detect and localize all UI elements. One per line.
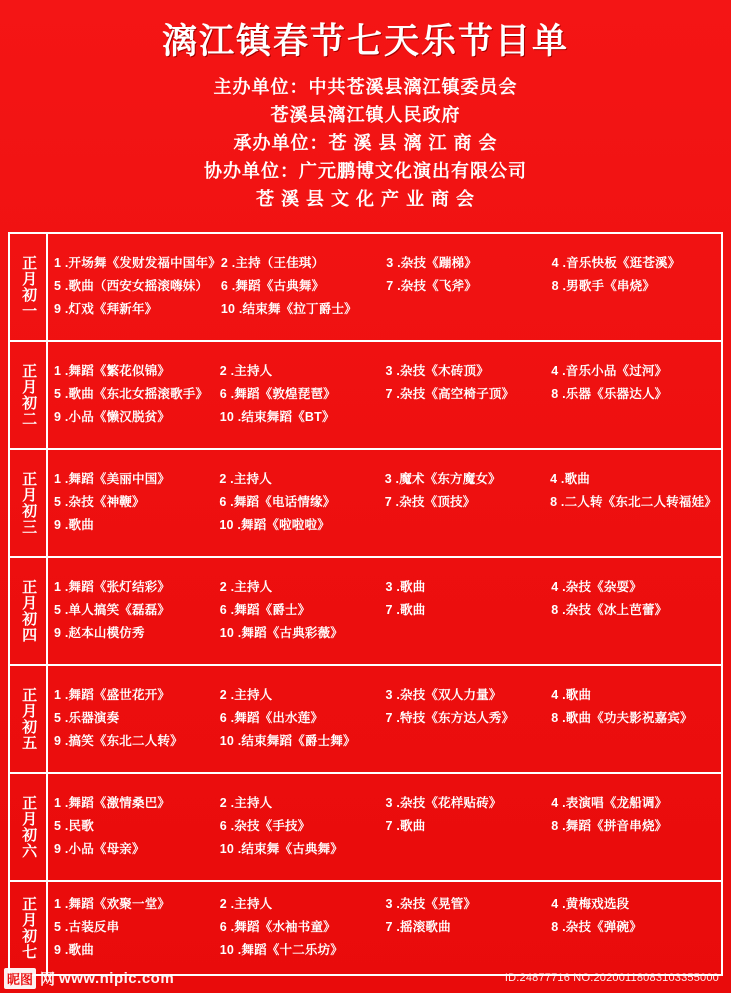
list-item: 8 .二人转《东北二人转福娃》 xyxy=(550,495,717,510)
list-item: 8 .杂技《弹碗》 xyxy=(551,920,642,935)
list-item: 4 .杂技《杂耍》 xyxy=(551,580,642,595)
list-item: 9 .小品《母亲》 xyxy=(54,842,145,857)
table-row xyxy=(10,774,721,882)
list-item: 3 .杂技《木砖顶》 xyxy=(385,364,489,379)
day-label: 正月初三 xyxy=(20,470,38,535)
list-item: 5 .民歌 xyxy=(54,819,94,834)
list-item: 10 .结束舞《拉丁爵士》 xyxy=(220,302,357,317)
list-item: 10 .舞蹈《十二乐坊》 xyxy=(219,943,343,958)
day-label-cell xyxy=(10,342,48,448)
list-item: 1 .舞蹈《欢聚一堂》 xyxy=(54,897,171,912)
list-item: 4 .黄梅戏选段 xyxy=(551,897,630,912)
day-label: 正月初七 xyxy=(20,895,38,960)
list-item: 1 .舞蹈《繁花似锦》 xyxy=(54,364,171,379)
list-item: 3 .杂技《双人力量》 xyxy=(385,688,502,703)
list-item: 5 .歌曲（西安女摇滚嗨妹） xyxy=(54,279,209,294)
day-label-cell xyxy=(10,450,48,556)
day-label-cell xyxy=(10,882,48,974)
list-item: 10 .结束舞蹈《爵士舞》 xyxy=(219,734,356,749)
day-items xyxy=(48,882,721,974)
schedule-table xyxy=(8,232,723,976)
day-label-cell xyxy=(10,774,48,880)
day-items xyxy=(48,666,721,772)
list-item: 4 .音乐快板《逛苍溪》 xyxy=(551,256,681,271)
list-item: 1 .舞蹈《盛世花开》 xyxy=(54,688,171,703)
day-items xyxy=(48,450,721,556)
day-label: 正月初二 xyxy=(20,362,38,427)
day-label: 正月初五 xyxy=(20,686,38,751)
table-row xyxy=(10,342,721,450)
organizer-line-2: 苍溪县漓江镇人民政府 xyxy=(270,105,461,126)
list-item: 6 .舞蹈《水袖书童》 xyxy=(219,920,336,935)
day-items xyxy=(48,558,721,664)
list-item: 7 .歌曲 xyxy=(385,819,426,834)
list-item: 6 .舞蹈《古典舞》 xyxy=(220,279,325,294)
organizer-line-5: 苍 溪 县 文 化 产 业 商 会 xyxy=(255,188,475,209)
organizer-block xyxy=(20,74,711,213)
list-item: 2 .主持人 xyxy=(219,580,273,595)
list-item: 1 .舞蹈《激情桑巴》 xyxy=(54,796,171,811)
list-item: 6 .舞蹈《出水莲》 xyxy=(219,711,324,726)
list-item: 9 .歌曲 xyxy=(54,943,94,958)
list-item: 8 .乐器《乐器达人》 xyxy=(551,387,668,402)
poster-header xyxy=(0,0,731,220)
list-item: 10 .结束舞《古典舞》 xyxy=(219,842,343,857)
list-item: 3 .歌曲 xyxy=(385,580,426,595)
list-item: 3 .杂技《花样贴砖》 xyxy=(385,796,502,811)
list-item: 3 .魔术《东方魔女》 xyxy=(384,472,501,487)
list-item: 3 .杂技《晃管》 xyxy=(385,897,477,912)
list-item: 8 .男歌手《串烧》 xyxy=(551,279,656,294)
list-item: 9 .灯戏《拜新年》 xyxy=(54,302,158,317)
list-item: 8 .舞蹈《拼音串烧》 xyxy=(551,819,668,834)
list-item: 7 .歌曲 xyxy=(385,603,426,618)
page-title: 漓江镇春节七天乐节目单 xyxy=(161,22,569,61)
list-item: 7 .特技《东方达人秀》 xyxy=(385,711,515,726)
list-item: 2 .主持人 xyxy=(219,796,273,811)
day-items xyxy=(48,234,721,340)
table-row xyxy=(10,882,721,974)
list-item: 2 .主持人 xyxy=(219,897,273,912)
list-item: 7 .杂技《高空椅子顶》 xyxy=(385,387,515,402)
list-item: 1 .舞蹈《美丽中国》 xyxy=(54,472,171,487)
list-item: 5 .古装反串 xyxy=(54,920,120,935)
day-label: 正月初六 xyxy=(20,794,38,859)
list-item: 5 .单人搞笑《磊磊》 xyxy=(54,603,171,618)
table-row xyxy=(10,234,721,342)
list-item: 2 .主持人 xyxy=(219,688,273,703)
day-label-cell xyxy=(10,666,48,772)
organizer-line-1: 主办单位：中共苍溪县漓江镇委员会 xyxy=(213,77,518,98)
list-item: 4 .歌曲 xyxy=(551,688,592,703)
list-item: 4 .歌曲 xyxy=(550,472,590,487)
table-row xyxy=(10,450,721,558)
footer-bar xyxy=(0,963,731,993)
watermark-url: www.nipic.com xyxy=(59,969,175,987)
day-label: 正月初四 xyxy=(20,578,38,643)
list-item: 9 .搞笑《东北二人转》 xyxy=(54,734,183,749)
list-item: 2 .主持人 xyxy=(219,364,273,379)
list-item: 6 .舞蹈《爵士》 xyxy=(219,603,311,618)
document-id: ID:24877716 NO:20200118083103355000 xyxy=(504,972,719,984)
list-item: 9 .小品《懒汉脱贫》 xyxy=(54,410,171,425)
list-item: 2 .主持人 xyxy=(219,472,272,487)
list-item: 1 .开场舞《发财发福中国年》 xyxy=(54,256,221,271)
list-item: 10 .结束舞蹈《BT》 xyxy=(219,410,335,425)
list-item: 9 .歌曲 xyxy=(54,518,94,533)
list-item: 8 .杂技《冰上芭蕾》 xyxy=(551,603,668,618)
day-items xyxy=(48,342,721,448)
list-item: 5 .乐器演奏 xyxy=(54,711,120,726)
day-items xyxy=(48,774,721,880)
list-item: 7 .摇滚歌曲 xyxy=(385,920,451,935)
list-item: 10 .舞蹈《古典彩薇》 xyxy=(219,626,343,641)
list-item: 3 .杂技《蹦梯》 xyxy=(386,256,477,271)
day-label-cell xyxy=(10,234,48,340)
organizer-line-4: 协办单位：广元鹏博文化演出有限公司 xyxy=(204,160,527,181)
list-item: 6 .杂技《手技》 xyxy=(219,819,311,834)
list-item: 4 .表演唱《龙船调》 xyxy=(551,796,668,811)
list-item: 7 .杂技《顶技》 xyxy=(384,495,476,510)
table-row xyxy=(10,558,721,666)
list-item: 2 .主持（王佳琪） xyxy=(220,256,325,271)
list-item: 6 .舞蹈《电话情缘》 xyxy=(219,495,336,510)
list-item: 5 .歌曲《东北女摇滚歌手》 xyxy=(54,387,209,402)
day-label-cell xyxy=(10,558,48,664)
list-item: 10 .舞蹈《啦啦啦》 xyxy=(219,518,330,533)
list-item: 8 .歌曲《功夫影祝嘉宾》 xyxy=(551,711,693,726)
watermark-text: 网 xyxy=(40,970,56,988)
list-item: 7 .杂技《飞斧》 xyxy=(386,279,477,294)
list-item: 6 .舞蹈《敦煌琵琶》 xyxy=(219,387,336,402)
watermark-logo: 昵图 xyxy=(4,968,36,989)
table-row xyxy=(10,666,721,774)
watermark xyxy=(4,968,174,989)
organizer-line-3: 承办单位：苍 溪 县 漓 江 商 会 xyxy=(233,133,498,154)
list-item: 4 .音乐小品《过河》 xyxy=(551,364,668,379)
list-item: 9 .赵本山模仿秀 xyxy=(54,626,145,641)
day-label: 正月初一 xyxy=(20,254,38,319)
list-item: 1 .舞蹈《张灯结彩》 xyxy=(54,580,171,595)
list-item: 5 .杂技《神鞭》 xyxy=(54,495,145,510)
